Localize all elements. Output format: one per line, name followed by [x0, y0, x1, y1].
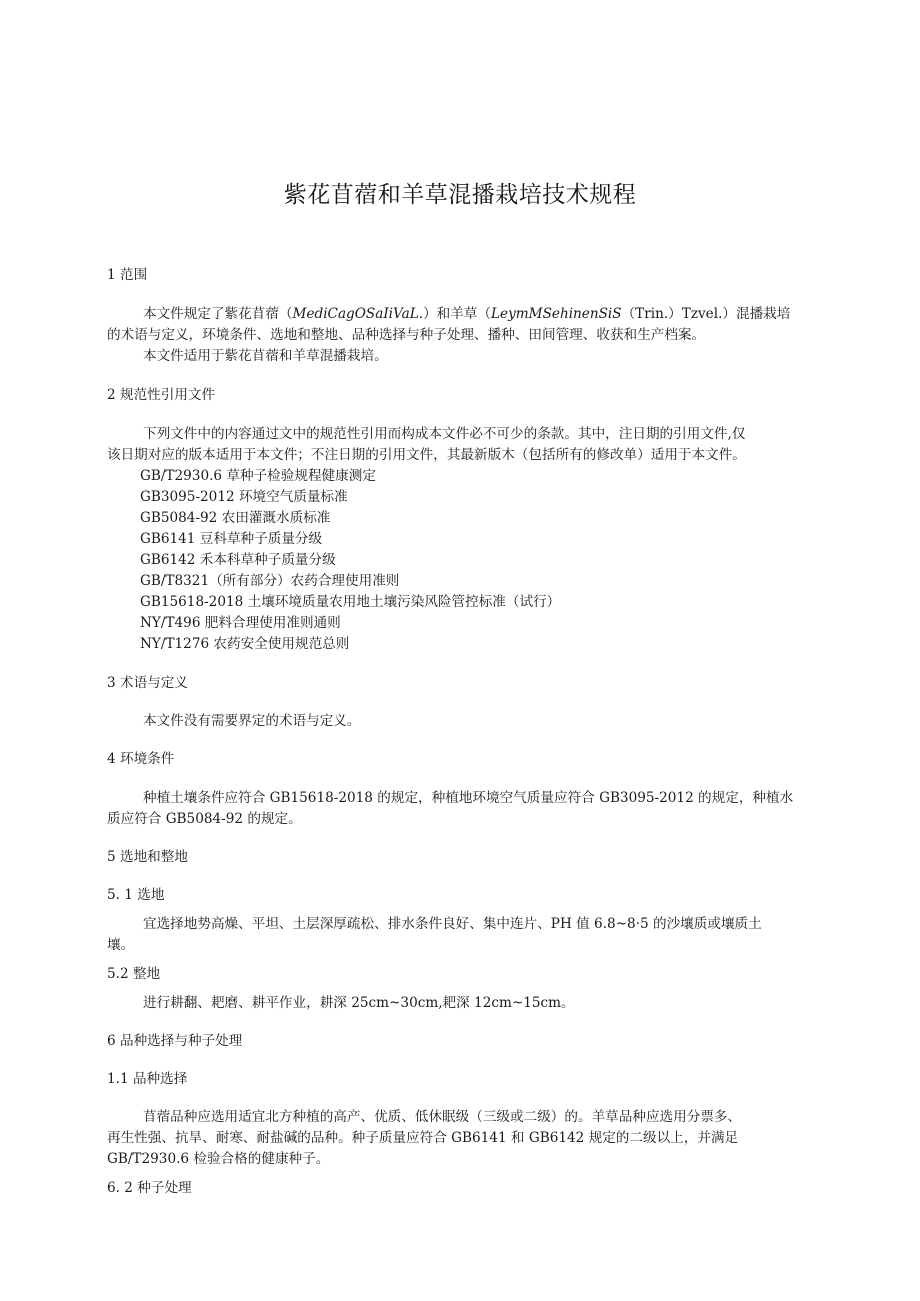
subsection-6-1-line-2: 再生性强、抗旱、耐寒、耐盐碱的品种。种子质量应符合 GB6141 和 GB6142 规定的二级以上，并满足: [107, 1130, 739, 1146]
section-2-paragraph-line-1: 下列文件中的内容通过文中的规范性引用而构成本文件必不可少的条款。其中，注日期的引用文件,仅: [143, 426, 746, 442]
subsection-5-1-line-1: 宜选择地势高燥、平坦、土层深厚疏松、排水条件良好、集中连片、PH 值 6.8~8·5 的沙壤质或壤质土: [143, 916, 762, 932]
section-4-heading: 4 环境条件: [107, 751, 175, 767]
section-2-heading: 2 规范性引用文件: [107, 387, 216, 403]
reference-item: GB15618-2018 土壤环境质量农用地土壤污染风险管控标准（试行）: [140, 594, 561, 610]
reference-item: GB/T8321（所有部分）农药合理使用准则: [140, 573, 400, 589]
section-1-heading: 1 范围: [107, 267, 148, 283]
scientific-name-alfalfa: MediCagOSaIiVaL.: [292, 306, 424, 322]
reference-item: GB/T2930.6 草种子检验规程健康测定: [140, 468, 376, 484]
section-6-heading: 6 品种选择与种子处理: [107, 1033, 243, 1049]
reference-item: GB6142 禾本科草种子质量分级: [140, 552, 336, 568]
subsection-5-1-heading: 5. 1 选地: [107, 887, 165, 903]
section-1-paragraph-1-line-1: [143, 304, 790, 324]
subsection-6-1-line-3: GB/T2930.6 检验合格的健康种子。: [107, 1151, 330, 1167]
scientific-name-leymus: LeymMSehinenSiS: [491, 306, 622, 322]
reference-item: GB6141 豆科草种子质量分级: [140, 531, 323, 547]
text-span: （Trin.）Tzvel.）混播栽培: [621, 306, 791, 322]
subsection-5-2-text: 进行耕翻、耙磨、耕平作业，耕深 25cm~30cm,耙深 12cm~15cm。: [143, 995, 575, 1011]
section-2-paragraph-line-2: 该日期对应的版本适用于本文件；不注日期的引用文件，其最新版木（包括所有的修改单）适用于本文件。: [107, 447, 746, 463]
section-3-heading: 3 术语与定义: [107, 675, 188, 691]
section-4-paragraph-line-2: 质应符合 GB5084-92 的规定。: [107, 811, 302, 827]
section-1-paragraph-2: 本文件适用于紫花苜蓿和羊草混播栽培。: [143, 348, 388, 364]
subsection-6-2-heading: 6. 2 种子处理: [107, 1180, 192, 1196]
section-3-paragraph: 本文件没有需要界定的术语与定义。: [143, 713, 361, 729]
subsection-6-1-line-1: 苜蓿品种应选用适宜北方种植的高产、优质、低休眠级（三级或二级）的。羊草品种应选用分票多、: [143, 1109, 742, 1125]
text-span: 本文件规定了紫花苜蓿（: [143, 306, 293, 322]
section-5-heading: 5 选地和整地: [107, 849, 188, 865]
section-4-paragraph-line-1: 种植土壤条件应符合 GB15618-2018 的规定，种植地环境空气质量应符合 GB3095-2012 的规定，种植水: [143, 790, 794, 806]
reference-item: GB5084-92 农田灌溉水质标准: [140, 510, 331, 526]
subsection-6-1-heading: 1.1 品种选择: [107, 1071, 188, 1087]
text-span: ）和羊草（: [423, 306, 492, 322]
reference-item: NY/T496 肥料合理使用准则通则: [140, 615, 341, 631]
subsection-5-2-heading: 5.2 整地: [107, 966, 161, 982]
reference-item: NY/T1276 农药安全使用规范总则: [140, 636, 350, 652]
section-1-paragraph-1-line-2: 的术语与定义，环境条件、选地和整地、品种选择与种子处理、播种、田间管理、收获和生产档案。: [107, 327, 706, 343]
document-title: 紫花苜蓿和羊草混播栽培技术规程: [283, 182, 637, 208]
reference-item: GB3095-2012 环境空气质量标准: [140, 489, 348, 505]
subsection-5-1-line-2: 壤。: [107, 937, 135, 953]
